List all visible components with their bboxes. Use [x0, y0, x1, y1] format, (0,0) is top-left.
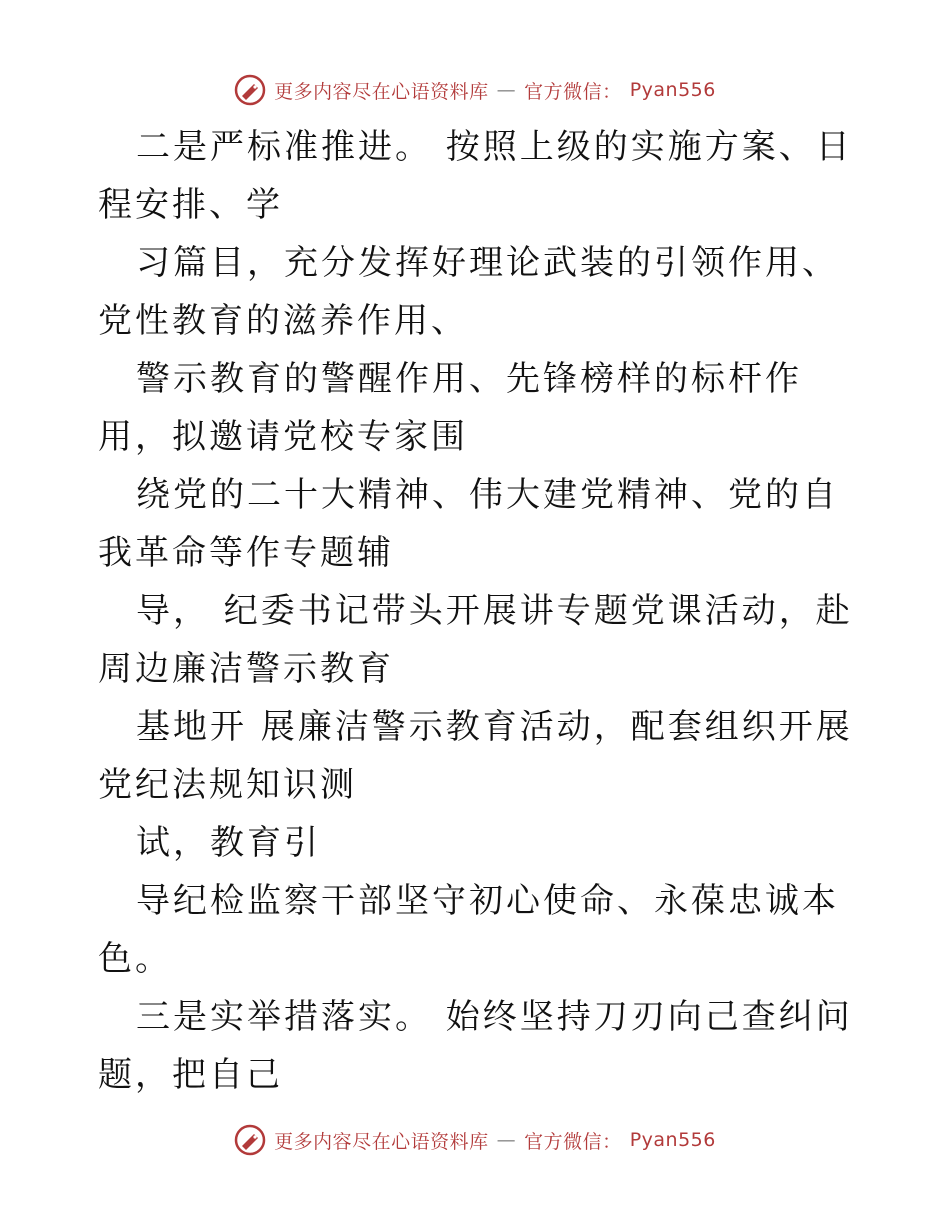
watermark-text: 更多内容尽在心语资料库: [274, 1130, 489, 1153]
watermark-text: 更多内容尽在心语资料库: [274, 80, 489, 103]
watermark-dash: —: [496, 1129, 517, 1151]
paragraph: 试，教育引: [136, 823, 321, 863]
paragraph: 二是严标准推进。 按照上级的实施方案、日程安排、学: [98, 127, 853, 225]
watermark-dash: —: [496, 79, 517, 101]
paragraph: 三是实举措落实。 始终坚持刀刃向己查纠问题，把自己: [98, 997, 853, 1095]
wechat-id: Pyan556: [629, 79, 716, 101]
pen-nib-logo-icon: [234, 1124, 266, 1156]
paragraph: 习篇目，充分发挥好理论武装的引领作用、党性教育的滋养作用、: [98, 243, 839, 341]
pen-nib-logo-icon: [234, 74, 266, 106]
paragraph: 导， 纪委书记带头开展讲专题党课活动，赴周边廉洁警示教育: [98, 591, 853, 689]
official-label: 官方微信：: [524, 1130, 622, 1153]
header-watermark: [0, 70, 950, 110]
paragraph: 警示教育的警醒作用、先锋榜样的标杆作用，拟邀请党校专家围: [98, 359, 802, 457]
paragraph: 基地开 展廉洁警示教育活动，配套组织开展党纪法规知识测: [98, 707, 853, 805]
paragraph: 绕党的二十大精神、伟大建党精神、党的自我革命等作专题辅: [98, 475, 839, 573]
footer-watermark: [0, 1120, 950, 1160]
paragraph: 导纪检监察干部坚守初心使命、永葆忠诚本色。: [98, 881, 839, 979]
document-body: [98, 118, 858, 1104]
wechat-id: Pyan556: [629, 1129, 716, 1151]
official-label: 官方微信：: [524, 80, 622, 103]
